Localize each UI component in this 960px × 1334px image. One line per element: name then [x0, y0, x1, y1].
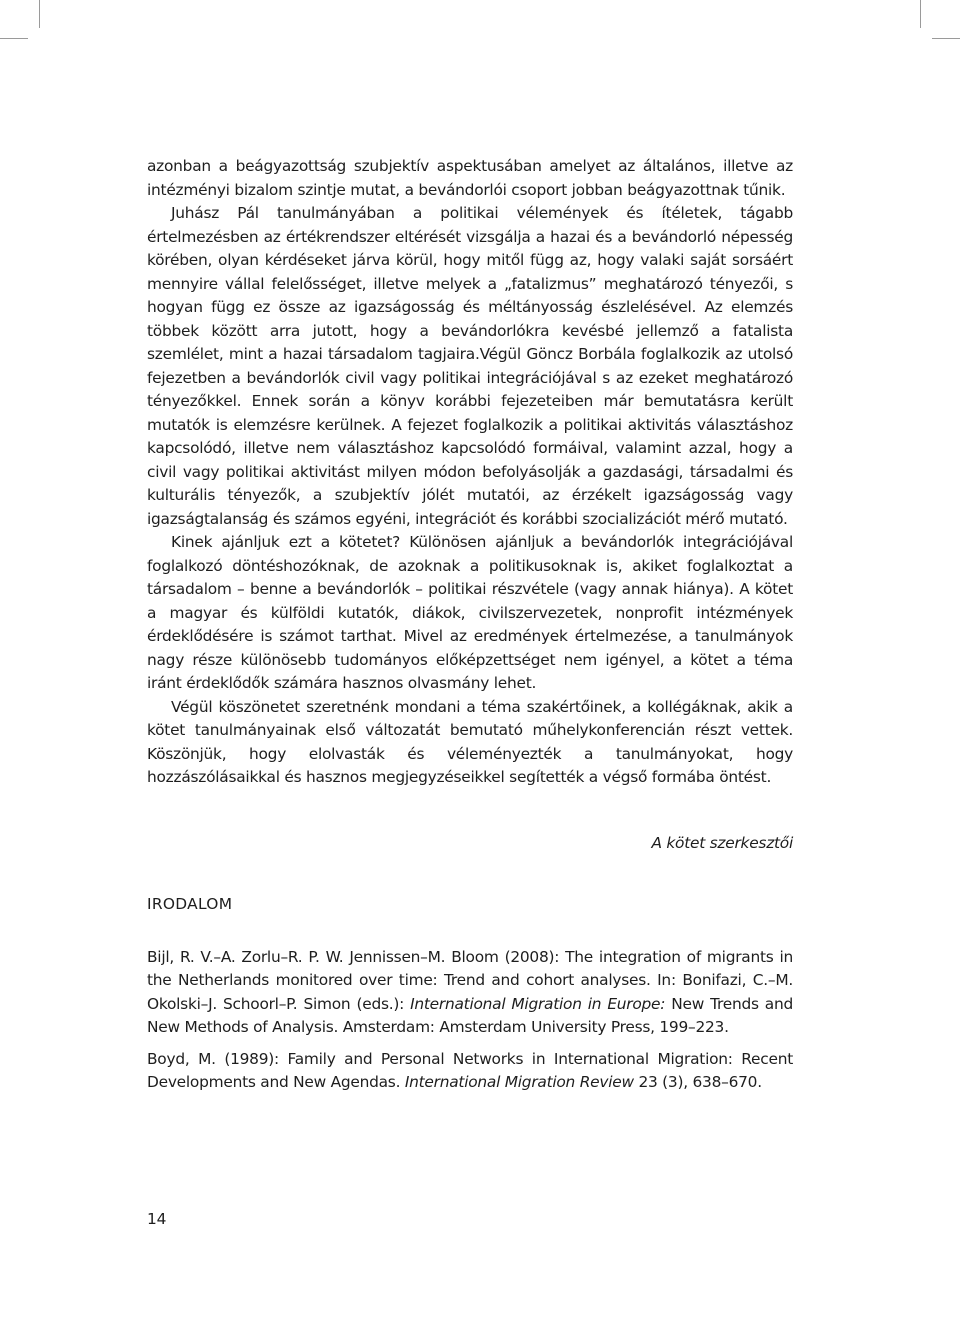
paragraph-1: azonban a beágyazottság szubjektív aspektusában amelyet az általános, illetve az intézményi bizalom szintje mutat, a bevándorlói csoport jobban beágyazottnak tűnik.: [147, 157, 793, 199]
crop-mark-top-left: [39, 0, 40, 28]
paragraph-2: Juhász Pál tanulmányában a politikai vélemények és ítéletek, tágabb értelmezésben az értékrendszer eltérését vizsgálja a hazai és a bevándorló népesség körében, olyan kérdéseket járva körül, hogy mitől függ az, hogy valaki saját sorsáért mennyire vállal felelősséget, illetve melyek a „fatalizmus” meghatározó tényezői, s hogyan függ ez össze az igazságosság és méltányosság észlelésével. Az elemzés többek között arra jutott, hogy a bevándorlókra kevésbé jellemző a fatalista szemlélet, mint a hazai társadalom tagjaira.Végül Göncz Borbála foglalkozik az utolsó fejezetben a bevándorlók civil vagy politikai integrációjával s az ezeket meghatározó tényezőkkel. Ennek során a könyv korábbi fejezeteiben már bemutatásra került mutatók is elemzésre kerülnek. A fejezet foglalkozik a politikai aktivitás választáshoz kapcsolódó, illetve nem választáshoz kapcsolódó formáival, valamint azzal, hogy a civil vagy politikai aktivitást milyen módon befolyásolják a gazdasági, társadalmi és kulturális tényezők, a szubjektív jólét mutatói, az érzékelt igazságosság vagy igazságtalanság és számos egyéni, integrációt és korábbi szocializációt mérő mutató.: [147, 204, 793, 528]
crop-mark-top-left-horizontal: [0, 38, 28, 39]
crop-mark-top-right: [920, 0, 921, 28]
editors-signature: A kötet szerkesztői: [651, 833, 793, 852]
reference-book-title: International Migration in Europe:: [410, 994, 666, 1013]
reference-item: [147, 1048, 793, 1095]
paragraph-4: Végül köszönetet szeretnénk mondani a téma szakértőinek, a kollégáknak, akik a kötet tanulmányainak első változatát bemutató műhelykonferencián részt vettek. Köszönjük, hogy elolvasták és véleményezték a tanulmányokat, hogy hozzászólásaikkal és hasznos megjegyzéseikkel segítették a végső formába öntést.: [147, 697, 793, 786]
paragraph-3: Kinek ajánljuk ezt a kötetet? Különösen ajánljuk a bevándorlók integrációjával foglalkozó döntéshozóknak, de azoknak a politikusoknak is, akiket foglalkoztat a társadalom – benne a bevándorlók – politikai részvétele (vagy annak hiánya). A kötet a magyar és külföldi kutatók, diákok, civilszervezetek, nonprofit intézmények érdeklődésére is számot tarthat. Mivel az eredmények értelmezése, a tanulmányok nagy része különösebb tudományos előképzettséget nem igényel, a kötet a téma iránt érdeklődők számára hasznos olvasmány lehet.: [147, 533, 793, 692]
reference-text: Bijl, R. V.–A. Zorlu–R. P. W. Jennissen–M. Bloom (2008): The integration of migrants in the Netherlands monitored over time: Trend and cohort analyses. In: Bonifazi, C.–M. Okolski–J. Schoorl–P. Simon (eds.):: [147, 947, 793, 1013]
page-number: 14: [147, 1210, 167, 1228]
crop-mark-top-right-horizontal: [932, 38, 960, 39]
reference-text: Boyd, M. (1989): Family and Personal Networks in International Migration: Recent Developments and New Agendas.: [147, 1049, 793, 1091]
reference-text: New Trends and New Methods of Analysis. Amsterdam: Amsterdam University Press, 199–223.: [147, 994, 793, 1036]
page-body: [147, 155, 793, 1095]
reference-text: 23 (3), 638–670.: [633, 1073, 762, 1091]
reference-item: [147, 946, 793, 1040]
reference-journal-title: International Migration Review: [404, 1073, 634, 1091]
references-heading: IRODALOM: [147, 895, 233, 913]
